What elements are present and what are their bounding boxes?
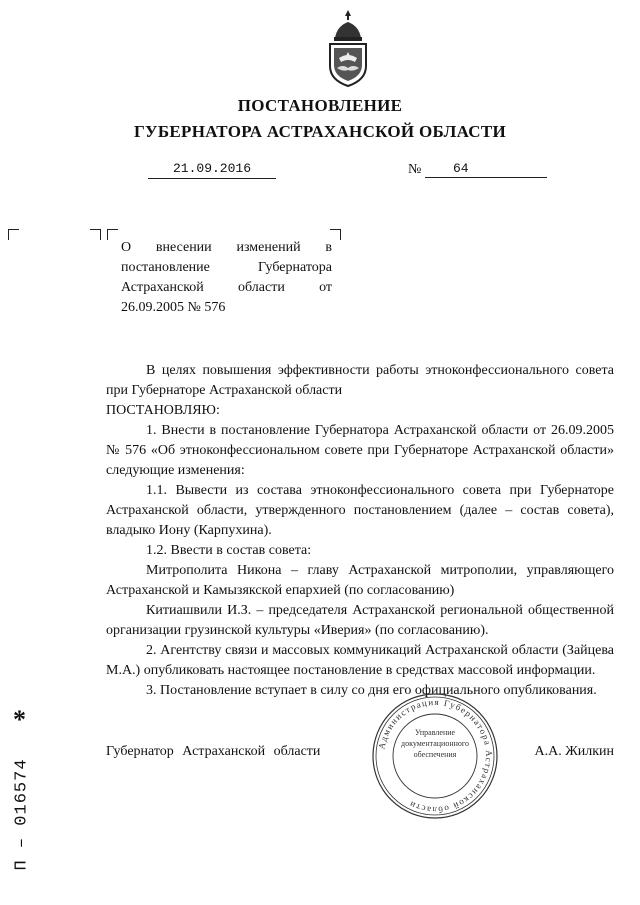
signatory-position: Губернатор Астраханской области — [106, 744, 321, 759]
corner-mark — [107, 229, 118, 240]
paragraph-3: 3. Постановление вступает в силу со дня его официального опубликования. — [146, 683, 597, 698]
document-number: 64 — [425, 161, 547, 178]
serial-mark: * — [13, 705, 26, 734]
signatory-name: А.А. Жилкин — [534, 744, 614, 759]
paragraph-1-2: 1.2. Ввести в состав совета: — [146, 543, 312, 558]
stamp-ring-text: Администрация Губернатора Астраханской области — [376, 696, 495, 816]
serial-number-block — [8, 705, 36, 893]
resolve-word: ПОСТАНОВЛЯЮ: — [106, 403, 220, 418]
corner-mark — [90, 229, 101, 240]
paragraph-1-1: 1.1. Вывести из состава этноконфессионального совета при Губернаторе Астраханской области, утвержденного постановлением (далее – состав совета), владыко Иону (Карпухина). — [106, 483, 614, 538]
document-body — [106, 361, 614, 701]
stamp-line: документационного — [401, 739, 469, 748]
document-title: ПОСТАНОВЛЕНИЕ — [237, 96, 403, 115]
paragraph-1-2-a: Митрополита Никона – главу Астраханской митрополии, управляющего Астраханской и Камызякской епархией (по согласованию) — [106, 563, 614, 598]
stamp-line: Управление — [414, 728, 456, 737]
coat-of-arms-icon — [325, 8, 371, 88]
corner-mark — [8, 229, 19, 240]
document-date: 21.09.2016 — [148, 161, 276, 179]
official-stamp — [371, 692, 499, 820]
number-sign: № — [408, 162, 422, 177]
preamble: В целях повышения эффективности работы этноконфессионального совета при Губернаторе Астраханской области — [106, 363, 614, 398]
document-issuer: ГУБЕРНАТОРА АСТРАХАНСКОЙ ОБЛАСТИ — [133, 122, 507, 141]
stamp-center-text — [397, 727, 473, 760]
serial-number: П – 016574 — [12, 758, 32, 871]
paragraph-1: 1. Внести в постановление Губернатора Астраханской области от 26.09.2005 № 576 «Об этноконфессиональном совете при Губернаторе Астраханской области» следующие изменения: — [106, 423, 614, 478]
document-subject: О внесении изменений в постановление Губернатора Астраханской области от 26.09.2005 № 576 — [121, 240, 332, 315]
stamp-line: обеспечения — [413, 750, 457, 759]
paragraph-2: 2. Агентству связи и массовых коммуникаций Астраханской области (Зайцева М.А.) опубликовать настоящее постановление в средствах массовой информации. — [106, 643, 614, 678]
paragraph-1-2-b: Китиашвили И.З. – председателя Астраханской региональной общественной организации грузинской культуры «Иверия» (по согласованию). — [106, 603, 614, 638]
